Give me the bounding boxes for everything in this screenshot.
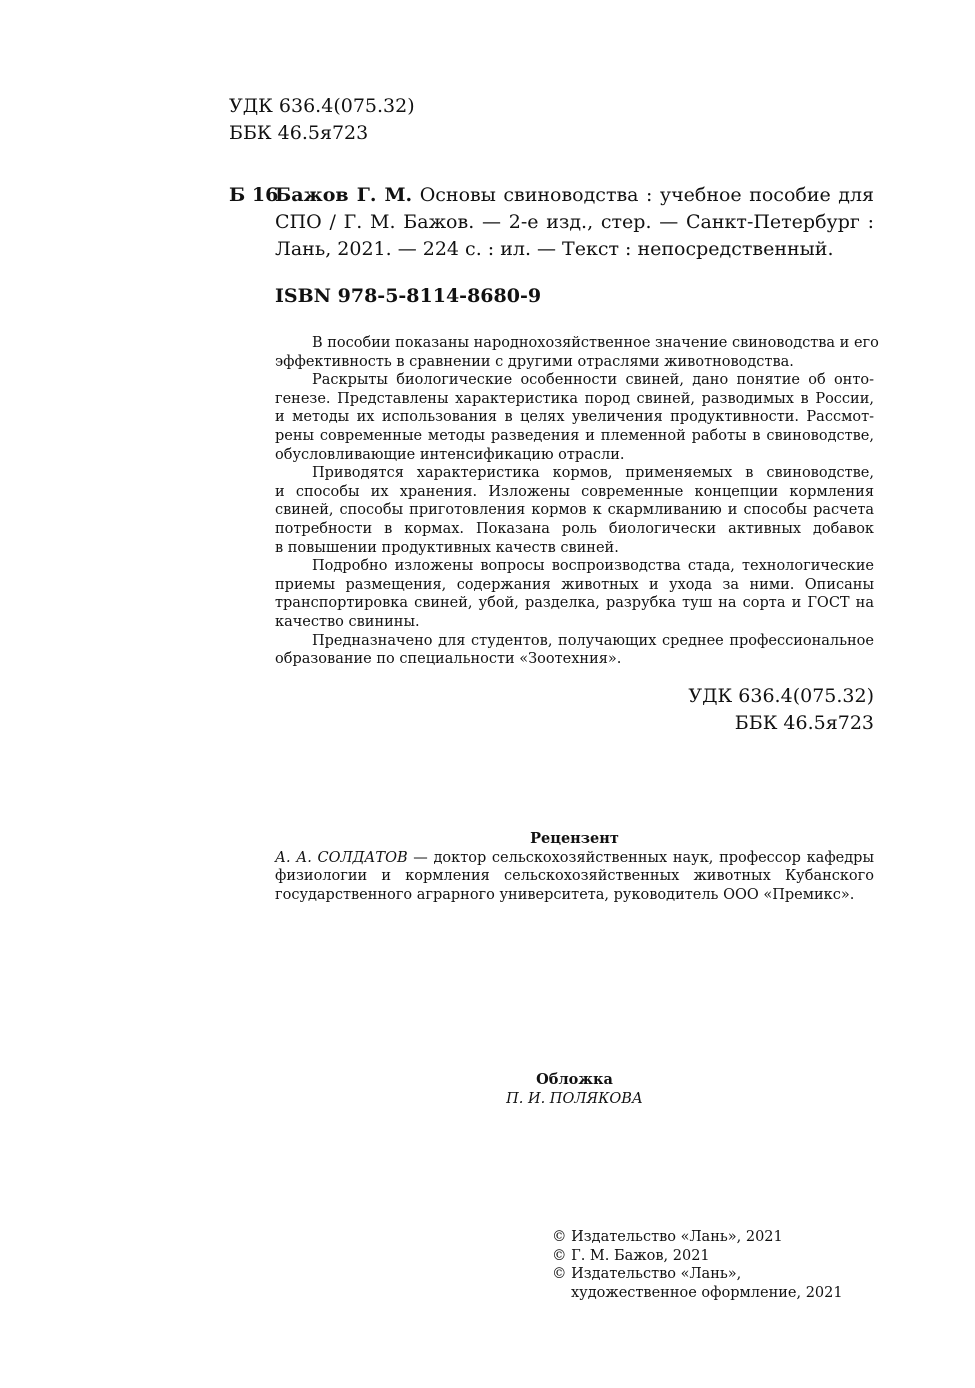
author-name: Бажов Г. М. (275, 184, 413, 206)
catalog-line-2: СПО / Г. М. Бажов. — 2-е изд., стер. — Санкт-Петербург : (275, 211, 874, 233)
annotation-line: эффективность в сравнении с другими отраслями животноводства. (275, 353, 794, 370)
reviewer-name: А. А. СОЛДАТОВ (275, 849, 408, 866)
annotation-line: Приводятся характеристика кормов, применяемых в свиноводстве, (312, 465, 874, 482)
codes-bottom (275, 683, 874, 737)
annotation-line: транспортировка свиней, убой, разделка, разрубка туш на сорта и ГОСТ на (275, 595, 874, 612)
annotation-line: В пособии показаны народнохозяйственное значение свиноводства и его (312, 335, 879, 351)
bbk-code-top: ББК 46.5я723 (229, 122, 369, 144)
annotation-line: образование по специальности «Зоотехния». (275, 651, 622, 668)
reviewer-line-3: государственного аграрного университета, руководитель ООО «Премикс». (275, 886, 855, 903)
annotation-line: потребности в кормах. Показана роль биологически активных добавок (275, 520, 874, 537)
annotation-line: Предназначено для студентов, получающих среднее профессиональное (312, 632, 874, 649)
catalog-line-3: Лань, 2021. — 224 с. : ил. — Текст : непосредственный. (275, 238, 834, 260)
reviewer-heading: Рецензент (530, 830, 619, 847)
udk-code-bottom: УДК 636.4(075.32) (688, 685, 874, 707)
catalog-record (229, 182, 874, 263)
annotation-line: в повышении продуктивных качеств свиней. (275, 539, 619, 556)
catalog-line-1 (229, 182, 874, 209)
author-sign: Б 16 (229, 184, 279, 206)
reviewer-line-2: физиологии и кормления сельскохозяйственных животных Кубанского (275, 868, 874, 885)
bbk-code-bottom: ББК 46.5я723 (734, 712, 874, 734)
reviewer-block (275, 830, 874, 904)
isbn: ISBN 978-5-8114-8680-9 (275, 285, 542, 307)
annotation (275, 334, 879, 669)
annotation-line: и методы их использования в целях увеличения продуктивности. Рассмот- (275, 409, 874, 426)
annotation-line: рены современные методы разведения и племенной работы в свиноводстве, (275, 427, 874, 444)
cover-heading: Обложка (536, 1071, 613, 1088)
cover-artist: П. И. ПОЛЯКОВА (506, 1090, 643, 1107)
copyright-line: © Издательство «Лань», 2021 (552, 1229, 783, 1245)
annotation-line: приемы размещения, содержания животных и ухода за ними. Описаны (275, 576, 874, 593)
annotation-line: качество свинины. (275, 613, 420, 630)
copyright-line: © Издательство «Лань», (552, 1266, 742, 1283)
annotation-line: Подробно изложены вопросы воспроизводства стада, технологические (312, 558, 874, 575)
annotation-line: генезе. Представлены характеристика пород свиней, разводимых в России, (275, 390, 874, 407)
copyright-line: художественное оформление, 2021 (571, 1284, 843, 1301)
udk-code-top: УДК 636.4(075.32) (229, 95, 415, 117)
annotation-line: Раскрыты биологические особенности свиней, дано понятие об онто- (312, 372, 874, 389)
annotation-line: свиней, способы приготовления кормов к скармливанию и способы расчета (275, 502, 874, 519)
copyright-line: © Г. М. Бажов, 2021 (552, 1247, 710, 1264)
annotation-line: и способы их хранения. Изложены современные концепции кормления (275, 483, 874, 500)
codes-top (229, 93, 415, 147)
reviewer-line-1: А. А. СОЛДАТОВ — доктор сельскохозяйственных наук, профессор кафедры (275, 849, 874, 866)
cover-credit (275, 1071, 874, 1108)
annotation-line: обусловливающие интенсификацию отрасли. (275, 446, 625, 463)
book-title: Основы свиноводства : учебное пособие для (419, 184, 874, 206)
copyright-block (552, 1228, 843, 1302)
